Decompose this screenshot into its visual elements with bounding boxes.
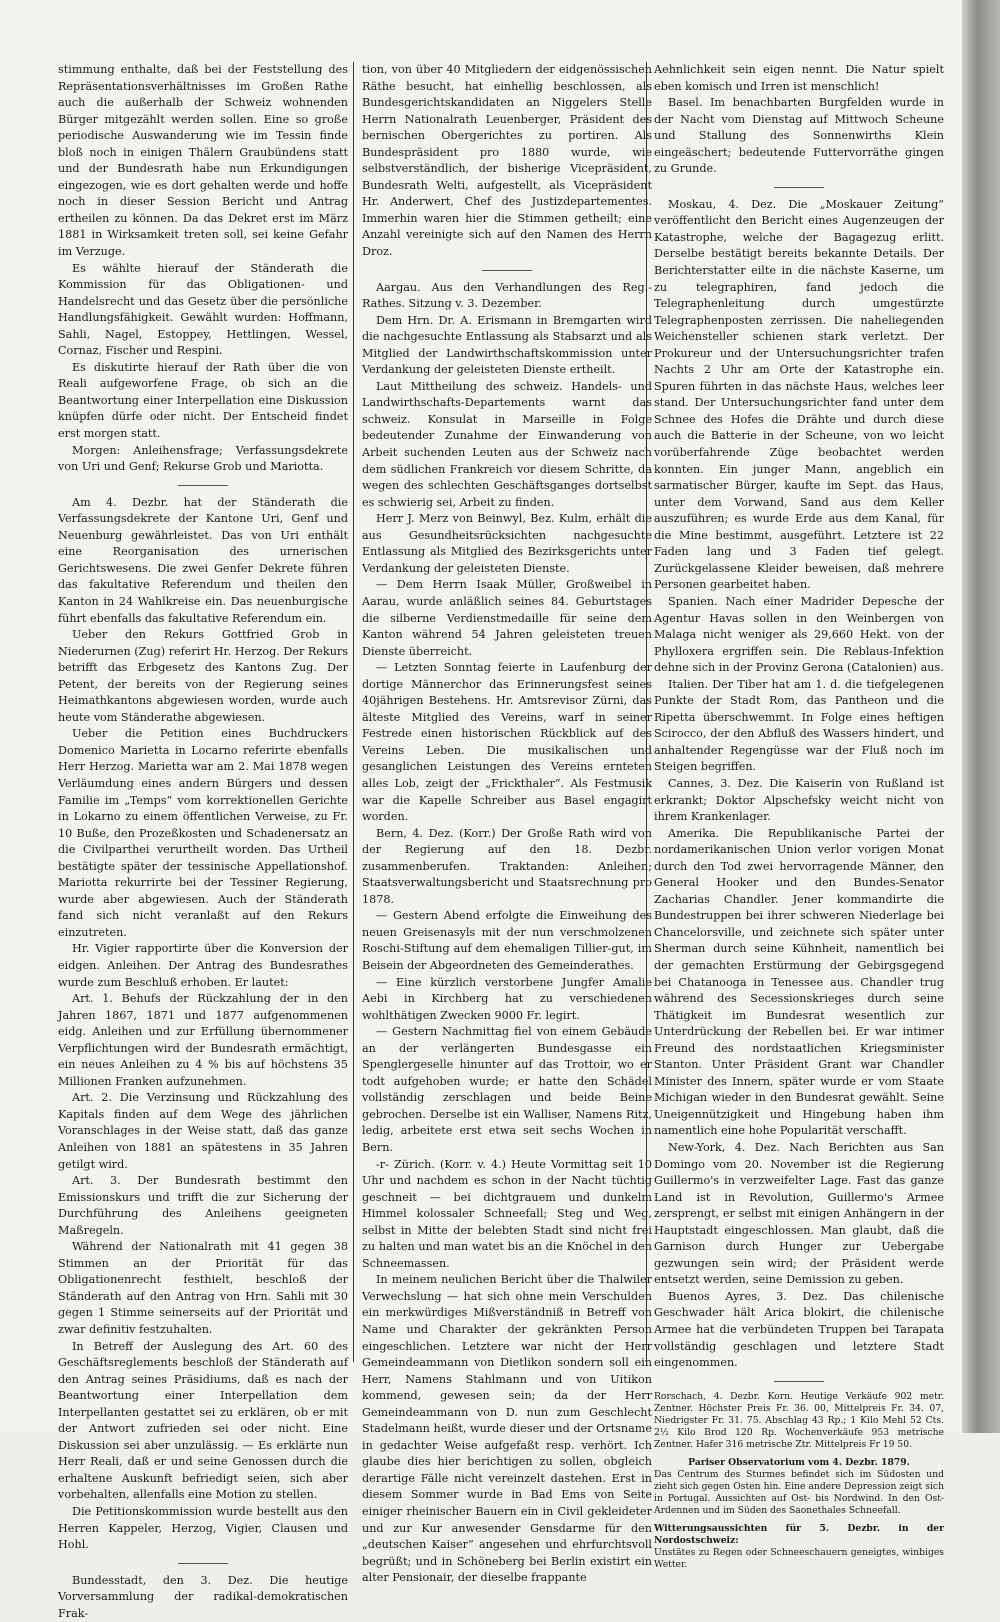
paragraph: Bern, 4. Dez. (Korr.) Der Große Rath wird von der Regierung auf den 18. Dezbr. zusammenberufen. Traktanden: Anleihen; Staatsverwaltungsbericht und Staatsrechnung pro 1878. xyxy=(362,826,652,906)
paragraph: In Betreff der Auslegung des Art. 60 des Geschäftsreglements beschloß der Ständerath auf den Antrag seines Präsidiums, daß es nach der Beantwortung einer Interpellation dem Interpellanten gestattet sei zu erklären, ob er mit der Antwort zufrieden sei oder nicht. Eine Diskussion sei aber unzulässig. — Es erklärte nun Herr Reali, daß er und seine Genossen durch die erhaltene Auskunft befriedigt seien, sich aber vorbehalten, allenfalls eine Motion zu stellen. xyxy=(58,1339,348,1502)
paragraph: Die Petitionskommission wurde bestellt aus den Herren Kappeler, Herzog, Vigier, Clausen und Hohl. xyxy=(58,1505,348,1552)
paragraph: New-York, 4. Dez. Nach Berichten aus San Domingo vom 20. November ist die Regierung Guillermo's in verzweifelter Lage. Fast das ganze Land ist in Revolution, Guillermo's Armee zersprengt, er selbst mit einigen Anhängern in der Hauptstadt eingeschlossen. Man glaubt, daß die Garnison durch Hunger zur Uebergabe gezwungen sein wird; der Präsident werde entsetzt werden, seine Demission zu geben. xyxy=(654,1141,944,1287)
section-divider xyxy=(482,270,532,271)
paragraph: In meinem neulichen Bericht über die Thalwiler Verwechslung — hat sich ohne mein Verschulden ein merkwürdiges Mißverständniß in Betreff von Name und Charakter der gekränkten Person eingeschlichen. Letztere war nicht der Herr Gemeindeammann von Dietlikon sondern soll ein Herr, Namens Stahlmann und von Uitikon kommend, gewesen sein; da der Herr Gemeindeammann von D. nun zum Geschlecht Stadelmann heißt, wurde dieser und der Ortsname in gedachter Weise aufgefaßt resp. verhört. Ich glaube dies hier berichtigen zu sollen, obgleich derartige Fälle nicht vereinzelt dastehen. Erst in diesem Sommer wurde in Bad Ems von Seite einiger rheinischer Bauern ein in Civil gekleideter und zur Kur anwesender Gensdarme für den „deutschen Kaiser“ angesehen und ehrfurchtsvoll begrüßt; und in Schöneberg bei Berlin existirt ein alter Pensionair, der dieselbe frappante xyxy=(362,1273,652,1585)
section-divider xyxy=(178,485,228,486)
paragraph: -r- Zürich. (Korr. v. 4.) Heute Vormittag seit 10 Uhr und nachdem es schon in der Nacht tüchtig geschneit — bei dichtgrauem und dunkelm Himmel kolossaler Schneefall; Steg und Weg, selbst in Mitte der belebten Stadt sind nicht frei zu halten und man watet bis an die Knöchel in den Schneemassen. xyxy=(362,1157,652,1270)
weather-title: Witterungsaussichten für 5. Dezbr. in der Nordostschweiz: xyxy=(654,1522,944,1546)
paragraph: tion, von über 40 Mitgliedern der eidgenössischen Räthe besucht, hat einhellig beschlossen, als Bundesgerichtskandidaten an Niggelers Stelle Herrn Nationalrath Leuenberger, Präsident des bernischen Obergerichtes zu portiren. Als Bundespräsident pro 1880 wurde, wie selbstverständlich, der bisherige Vicepräsident, Bundesrath Welti, aufgestellt, als Vicepräsident Hr. Anderwert, Chef des Justizdepartementes. Immerhin waren hier die Stimmen getheilt; eine Anzahl vereinigte sich auf den Namen des Herrn Droz. xyxy=(362,63,652,259)
weather-report: Unstätes zu Regen oder Schneeschauern geneigtes, winbiges Wetter. xyxy=(654,1546,944,1570)
section-divider xyxy=(774,1381,824,1382)
section-divider xyxy=(774,187,824,188)
observatory-title: Pariser Observatorium vom 4. Dezbr. 1879. xyxy=(688,1456,910,1468)
paragraph: Aargau. Aus den Verhandlungen des Reg.-Rathes. Sitzung v. 3. Dezember. xyxy=(362,280,652,311)
paragraph: — Gestern Nachmittag fiel von einem Gebäude an der verlängerten Bundesgasse ein Spenglergeselle hinunter auf das Trottoir, wo er todt aufgehoben wurde; er hatte den Schädel vollständig zerschlagen und beide Beine gebrochen. Derselbe ist ein Walliser, Namens Ritz, ledig, arbeitete erst etwa seit sechs Wochen in Bern. xyxy=(362,1025,652,1154)
paragraph: — Dem Herrn Isaak Müller, Großweibel in Aarau, wurde anläßlich seines 84. Geburtstages die silberne Verdienstmedaille für seine dem Kanton während 54 Jahren geleisteten treuen Dienste überreicht. xyxy=(362,578,652,658)
paragraph: Laut Mittheilung des schweiz. Handels- und Landwirthschafts-Departements warnt das schweiz. Konsulat in Marseille in Folge bedeutender Zunahme der Einwanderung von Arbeit suchenden Leuten aus der Schweiz nach dem südlichen Frankreich vor diesem Schritte, da wegen des schlechten Geschäftsganges dortselbst es schwierig sei, Arbeit zu finden. xyxy=(362,379,652,509)
paragraph: Es wählte hierauf der Ständerath die Kommission für das Obligationen- und Handelsrecht und das Gesetz über die persönliche Handlungsfähigkeit. Gewählt wurden: Hoffmann, Sahli, Nagel, Estoppey, Hettlingen, Wessel, Cornaz, Fischer und Respini. xyxy=(58,261,348,358)
column-rule xyxy=(353,62,354,1362)
paragraph: Art. 1. Behufs der Rückzahlung der in den Jahren 1867, 1871 und 1877 aufgenommenen eidg. Anleihen und zur Erfüllung übernommener Verpflichtungen wird der Bundesrath ermächtigt, ein neues Anleihen zu 4 % bis auf höchstens 35 Millionen Franken aufzunehmen. xyxy=(58,992,348,1088)
paragraph: Am 4. Dezbr. hat der Ständerath die Verfassungsdekrete der Kantone Uri, Genf und Neuenburg gewährleistet. Das von Uri enthält eine Reorganisation des urnerischen Gerichtswesens. Die zwei Genfer Dekrete führen das fakultative Referendum und theilen den Kanton in 24 Wahlkreise ein. Das neuenburgische führt ebenfalls das fakultative Referendum ein. xyxy=(58,495,348,625)
paragraph: Ueber die Petition eines Buchdruckers Domenico Marietta in Locarno referirte ebenfalls Herr Herzog. Marietta war am 2. Mai 1878 wegen Verläumdung eines andern Bürgers und dessen Familie im „Temps“ vom korrektionellen Gerichte in Lokarno zu einem öffentlichen Verweise, zu Fr. 10 Buße, den Prozeßkosten und Schadenersatz an die Civilparthei verurtheilt worden. Das Urtheil bestätigte später der tessinische Appellationshof. Mariotta rekurrirte bei der Tessiner Regierung, wurde aber abgewiesen. Auch der Ständerath fand sich nicht veranlaßt auf den Rekurs einzutreten. xyxy=(58,727,348,939)
observatory-report: Das Centrum des Sturmes befindet sich im Südosten und zieht sich gegen Osten hin. Eine andere Depression zeigt sich in Portugal. Aussichten auf Ost- bis Nordwind. In den Ost-Ardennen und im Süden des Saonethales Schneefall. xyxy=(654,1468,944,1516)
column-2 xyxy=(362,62,652,1585)
paragraph: Italien. Der Tiber hat am 1. d. die tiefgelegenen Punkte der Stadt Rom, das Pantheon und die Ripetta überschwemmt. In Folge eines heftigen Scirocco, der den Abfluß des Wassers hindert, und anhaltender Regengüsse war der Fluß noch im Steigen begriffen. xyxy=(654,677,944,774)
paragraph: Bundesstadt, den 3. Dez. Die heutige Vorversammlung der radikal-demokratischen Frak- xyxy=(58,1573,348,1620)
paragraph: Moskau, 4. Dez. Die „Moskauer Zeitung“ veröffentlicht den Bericht eines Augenzeugen der Katastrophe, welche der Bagagezug erlitt. Derselbe bestätigt bereits bekannte Details. Der Berichterstatter eilte in die nächste Kaserne, um zu telegraphiren, fand jedoch die Telegraphenleitung durch umgestürzte Telegraphenposten zerrissen. Die naheliegenden Weichensteller schienen stark verletzt. Der Prokureur und der Untersuchungsrichter trafen Nachts 2 Uhr am Orte der Katastrophe ein. Spuren führten in das nächste Haus, welches leer stand. Der Untersuchungsrichter fand unter dem Schnee des Hofes die Drähte und durch diese auch die Batterie in der Scheune, von wo leicht vorüberfahrende Züge beobachtet werden konnten. Ein junger Mann, angeblich ein sarmatischer Bürger, kaufte im Sept. das Haus, unter dem Vorwand, Sand aus dem Keller auszuführen; es wurde Erde aus dem Kanal, für die Mine bestimmt, ausgeführt. Letztere ist 22 Faden lang und 3 Faden tief gelegt. Zurückgelassene Kleider beweisen, daß mehrere Personen gearbeitet haben. xyxy=(654,197,944,592)
paragraph: stimmung enthalte, daß bei der Feststellung des Repräsentationsverhältnisses im Großen Rathe auch die außerhalb der Schweiz wohnenden Bürger mitgezählt werden sollen. Eine so große periodische Auswanderung wie im Tessin finde bloß noch in einigen Thälern Graubündens statt und der Bundesrath habe nun Erkundigungen eingezogen, wie es dort gehalten werde und hoffe noch in dieser Session Bericht und Antrag ertheilen zu können. Da das Dekret erst im März 1881 in Wirksamkeit treten soll, sei keine Gefahr im Verzuge. xyxy=(58,63,348,259)
paragraph: Ueber den Rekurs Gottfried Grob in Niederurnen (Zug) referirt Hr. Herzog. Der Rekurs betrifft das Erbgesetz des Kantons Zug. Der Petent, der bereits von der Regierung seines Heimathkantons abgewiesen worden, wurde auch heute vom Ständerathe abgewiesen. xyxy=(58,628,348,724)
paragraph: Spanien. Nach einer Madrider Depesche der Agentur Havas sollen in den Weinbergen von Malaga nicht weniger als 29,660 Hekt. von der Phylloxera ergriffen sein. Die Reblaus-Infektion dehne sich in der Provinz Gerona (Catalonien) aus. xyxy=(654,594,944,675)
section-divider xyxy=(178,1563,228,1564)
column-1 xyxy=(58,62,348,1620)
paragraph: Herr J. Merz von Beinwyl, Bez. Kulm, erhält die aus Gesundheitsrücksichten nachgesuchte Entlassung als Mitglied des Bezirksgerichts unter Verdankung der geleisteten Dienste. xyxy=(362,512,652,575)
paragraph: Buenos Ayres, 3. Dez. Das chilenische Geschwader hält Arica blokirt, die chilenische Armee hat die verbündeten Truppen bei Tarapata vollständig geschlagen und letztere Stadt eingenommen. xyxy=(654,1289,944,1370)
paragraph: Cannes, 3. Dez. Die Kaiserin von Rußland ist erkrankt; Doktor Alpschefsky weicht nicht von ihrem Krankenlager. xyxy=(654,776,944,824)
paragraph: Basel. Im benachbarten Burgfelden wurde in der Nacht vom Dienstag auf Mittwoch Scheune und Stallung des Sonnenwirths Klein eingeäschert; bedeutende Futtervorräthe gingen zu Grunde. xyxy=(654,96,944,176)
paragraph: — Eine kürzlich verstorbene Jungfer Amalie Aebi in Kirchberg hat zu verschiedenen wohlthätigen Zwecken 9000 Fr. legirt. xyxy=(362,975,652,1022)
paragraph: Hr. Vigier rapportirte über die Konversion der eidgen. Anleihen. Der Antrag des Bundesrathes wurde zum Beschluß erhoben. Er lautet: xyxy=(58,942,348,989)
column-3 xyxy=(654,62,944,1570)
paragraph: — Gestern Abend erfolgte die Einweihung des neuen Greisenasyls mit der nun verschmolzenen Roschi-Stiftung auf dem ehemaligen Tillier-gut, im Beisein der Abgeordneten des Gemeinderathes. xyxy=(362,909,652,972)
market-report: Rorschach, 4. Dezbr. Korn. Heutige Verkäufe 902 metr. Zentner. Höchster Preis Fr. 36. 00, Mittelpreis Fr. 34. 07, Niedrigster Fr. 31. 75. Abschlag 43 Rp.; 1 Kilo Mehl 52 Cts. 2½ Kilo Brod 120 Rp. Wochenverkäufe 953 metrische Zentner. Hafer 316 metrische Ztr. Mittelpreis Fr 19 50. xyxy=(654,1390,944,1450)
paragraph: Es diskutirte hierauf der Rath über die von Reali aufgeworfene Frage, ob sich an die Beantwortung einer Interpellation eine Diskussion knüpfen dürfe oder nicht. Der Entscheid findet erst morgen statt. xyxy=(58,360,348,441)
paragraph: Dem Hrn. Dr. A. Erismann in Bremgarten wird die nachgesuchte Entlassung als Stabsarzt und als Mitglied der Landwirthschaftskommission unter Verdankung der geleisteten Dienste ertheilt. xyxy=(362,313,652,377)
page-edge xyxy=(962,0,1000,1433)
paragraph: Aehnlichkeit sein eigen nennt. Die Natur spielt eben komisch und Irren ist menschlich! xyxy=(654,63,944,93)
paragraph: — Letzten Sonntag feierte in Laufenburg der dortige Männerchor das Erinnerungsfest seines 40jährigen Bestehens. Hr. Amtsrevisor Zürni, das älteste Mitglied des Vereins, warf in seiner Festrede einen historischen Rückblick auf des Vereins Leben. Die musikalischen und gesanglichen Leistungen des Vereins ernteten alles Lob, zeigt der „Frickthaler“. Als Festmusik war die Kapelle Schreiber aus Basel engagirt worden. xyxy=(362,661,652,824)
paragraph: Art. 3. Der Bundesrath bestimmt den Emissionskurs und trifft die zur Sicherung der Durchführung des Anleihens geeigneten Maßregeln. xyxy=(58,1174,348,1237)
paragraph: Art. 2. Die Verzinsung und Rückzahlung des Kapitals finden auf dem Wege des jährlichen Voranschlages in der Weise statt, daß das ganze Anleihen von 1881 an spätestens in 35 Jahren getilgt wird. xyxy=(58,1091,348,1171)
paragraph: Amerika. Die Republikanische Partei der nordamerikanischen Union verlor vorigen Monat durch den Tod zwei hervorragende Männer, den General Hooker und den Bundes-Senator Zacharias Chandler. Jener kommandirte die Bundestruppen bei ihrer schweren Niederlage bei Chancelorsville, und zeichnete sich später unter Sherman durch seine Kühnheit, namentlich bei der gemachten Erstürmung der Gebirgsgegend bei Chatanooga in Tenessee aus. Chandler trug während des Secessionskrieges durch seine Thätigkeit im Bundesrat wesentlich zur Unterdrückung der Rebellen bei. Er war intimer Freund des nordstaatlichen Kriegsminister Stanton. Unter Präsident Grant war Chandler Minister des Innern, später wurde er vom Staate Michigan wieder in den Bundesrat gewählt. Seine Uneigennützigkeit und Hingebung haben ihm namentlich eine hohe Popularität verschafft. xyxy=(654,826,944,1138)
paragraph: Während der Nationalrath mit 41 gegen 38 Stimmen an der Priorität für das Obligationenrecht festhielt, beschloß der Ständerath auf den Antrag von Hrn. Sahli mit 30 gegen 1 Stimme seinerseits auf der Priorität und zwar definitiv festzuhalten. xyxy=(58,1240,348,1337)
paragraph: Morgen: Anleihensfrage; Verfassungsdekrete von Uri und Genf; Rekurse Grob und Mariotta. xyxy=(58,443,348,474)
